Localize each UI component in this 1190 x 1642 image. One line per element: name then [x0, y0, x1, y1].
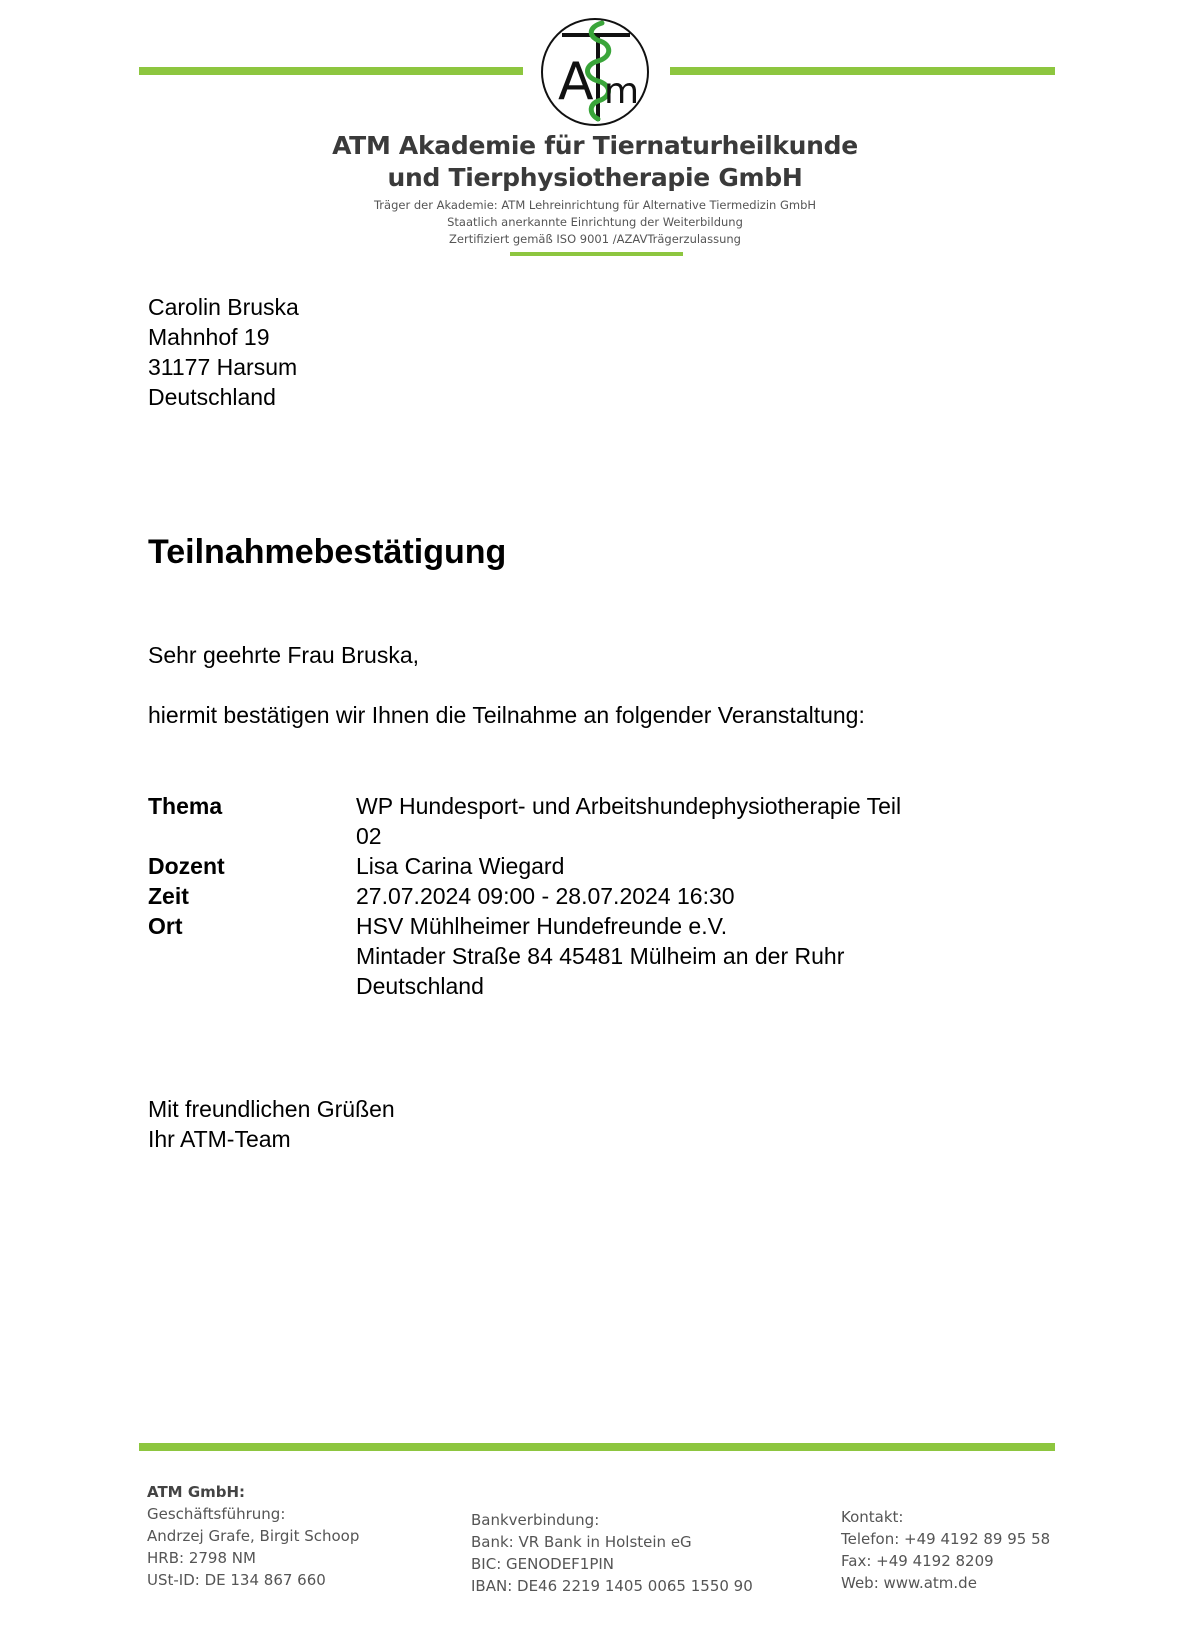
- svg-text:m: m: [604, 71, 640, 112]
- footer-bank-title: Bankverbindung:: [471, 1511, 600, 1529]
- ort-value-line3: Deutschland: [356, 973, 484, 999]
- recipient-address: [148, 292, 299, 412]
- footer-company: [147, 1481, 359, 1591]
- footer-iban: IBAN: DE46 2219 1405 0065 1550 90: [471, 1577, 753, 1595]
- academy-certification: Zertifiziert gemäß ISO 9001 /AZAVTrägerzulassung: [449, 232, 741, 246]
- footer-bic: BIC: GENODEF1PIN: [471, 1555, 615, 1573]
- svg-text:A: A: [558, 52, 594, 112]
- academy-recognition: Staatlich anerkannte Einrichtung der Weiterbildung: [447, 215, 743, 229]
- intro-text: hiermit bestätigen wir Ihnen die Teilnahme an folgender Veranstaltung:: [148, 702, 865, 728]
- closing: [148, 1094, 395, 1154]
- zeit-label: Zeit: [148, 883, 189, 909]
- academy-name-line2: und Tierphysiotherapie GmbH: [387, 163, 803, 192]
- dozent-value: Lisa Carina Wiegard: [356, 853, 565, 879]
- footer-contact-title: Kontakt:: [841, 1508, 904, 1526]
- ort-label: Ort: [148, 913, 183, 939]
- academy-sponsor: Träger der Akademie: ATM Lehreinrichtung für Alternative Tiermedizin GmbH: [373, 198, 817, 212]
- document-title: Teilnahmebestätigung: [148, 533, 507, 571]
- recipient-country: Deutschland: [148, 384, 276, 410]
- atm-logo: [540, 17, 650, 127]
- recipient-city: 31177 Harsum: [148, 354, 298, 380]
- footer-web: Web: www.atm.de: [841, 1574, 977, 1592]
- thema-label: Thema: [148, 793, 223, 819]
- footer-mgmt-names: Andrzej Grafe, Birgit Schoop: [147, 1527, 360, 1545]
- salutation: Sehr geehrte Frau Bruska,: [148, 642, 420, 668]
- ort-value-line2: Mintader Straße 84 45481 Mülheim an der Ruhr: [356, 943, 845, 969]
- footer-ustid: USt-ID: DE 134 867 660: [147, 1571, 326, 1589]
- closing-greeting: Mit freundlichen Grüßen: [148, 1096, 395, 1122]
- closing-signature: Ihr ATM-Team: [148, 1126, 291, 1152]
- zeit-value: 27.07.2024 09:00 - 28.07.2024 16:30: [356, 883, 735, 909]
- ort-value-line1: HSV Mühlheimer Hundefreunde e.V.: [356, 913, 728, 939]
- footer-company-title: ATM GmbH:: [147, 1483, 246, 1501]
- academy-name-line1: ATM Akademie für Tiernaturheilkunde: [332, 131, 858, 160]
- recipient-name: Carolin Bruska: [148, 294, 299, 320]
- header-rule-right: [670, 67, 1055, 75]
- footer-bank-name: Bank: VR Bank in Holstein eG: [471, 1533, 692, 1551]
- footer-contact: [841, 1506, 1050, 1594]
- footer-fax: Fax: +49 4192 8209: [841, 1552, 994, 1570]
- header-underline: [510, 252, 683, 256]
- footer-bank: [471, 1509, 753, 1597]
- thema-value: [356, 791, 946, 851]
- ort-value: [356, 911, 946, 1001]
- footer-mgmt-label: Geschäftsführung:: [147, 1505, 286, 1523]
- header-rule-left: [139, 67, 523, 75]
- dozent-label: Dozent: [148, 853, 225, 879]
- footer-phone: Telefon: +49 4192 89 95 58: [841, 1530, 1051, 1548]
- footer-rule: [139, 1443, 1055, 1451]
- recipient-street: Mahnhof 19: [148, 324, 270, 350]
- footer-hrb: HRB: 2798 NM: [147, 1549, 256, 1567]
- thema-value-line1: WP Hundesport- und Arbeitshundephysiotherapie Teil: [356, 793, 902, 819]
- thema-value-line2: 02: [356, 823, 382, 849]
